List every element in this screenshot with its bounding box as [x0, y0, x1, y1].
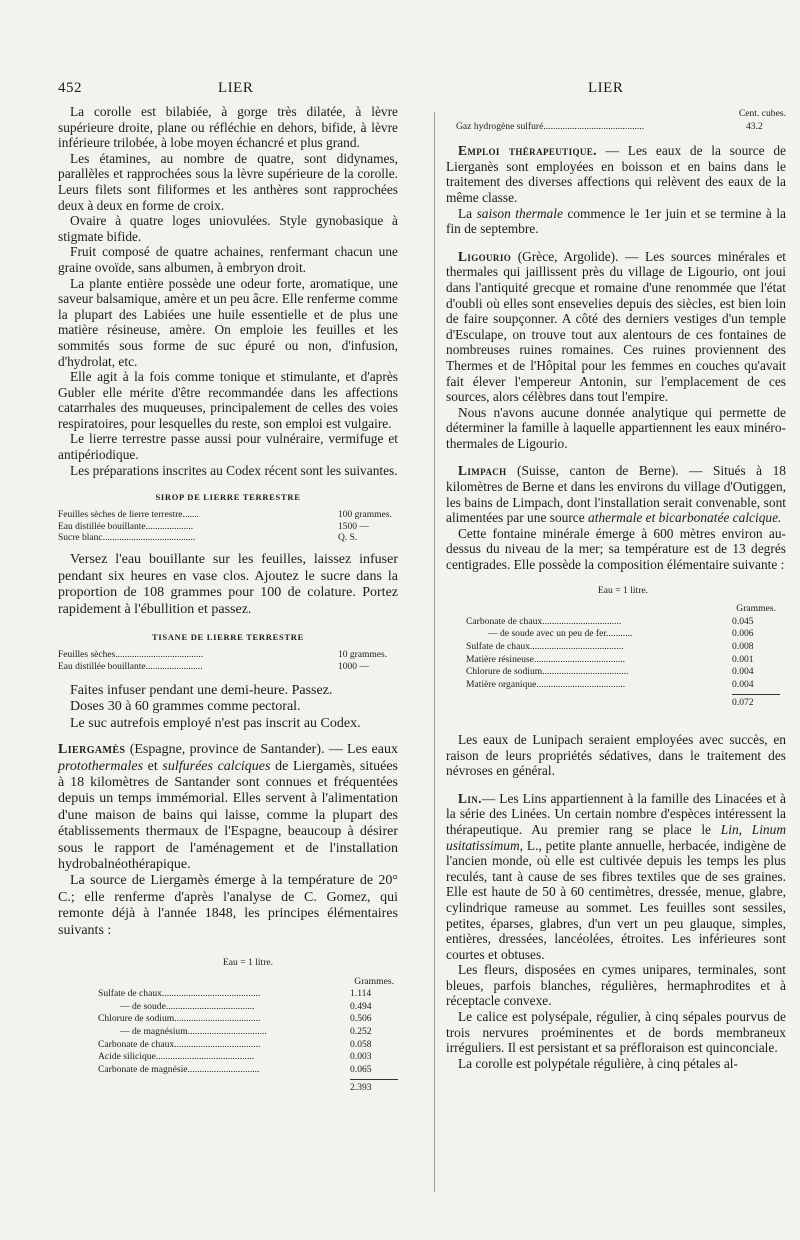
recipe-ingredient: Eau distillée bouillante........................	[58, 661, 203, 672]
composition-table	[98, 957, 398, 1095]
composition-row: Sulfate de chaux....................................... 0.008	[466, 641, 754, 652]
composition-unit: Grammes.	[354, 975, 394, 987]
paragraph: Doses 30 à 60 grammes comme pectoral.	[70, 699, 301, 715]
recipe-ingredient: Feuilles sèches.....................................	[58, 650, 204, 661]
paragraph: Ovaire à quatre loges uniovulées. Style gynobasique à stigmate bifide.	[58, 213, 398, 244]
gas-row: Gaz hydrogène sulfuré.......................................... 43.2	[456, 120, 763, 132]
paragraph: Les fleurs, disposées en cymes unipares, terminales, sont bleues, parfois blanches, régulières, hermaphrodites et à réceptacle convexe.	[446, 962, 786, 1009]
composition-row: Carbonate de magnésie.............................. 0.065	[98, 1063, 372, 1075]
gas-table	[446, 108, 786, 133]
paragraph: Les eaux de Lunipach seraient employées avec succès, en raison de leurs propriétés sédatives, dans le traitement des névroses en général.	[446, 731, 786, 779]
entry-heading: Limpach	[458, 463, 507, 479]
paragraph: La saison thermale commence le 1er juin et se termine à la fin de septembre.	[446, 205, 786, 237]
paragraph: Le calice est polysépale, régulier, à cinq sépales pourvus de trois nervures proéminentes et de bords membraneux irréguliers. Il est persistant et sa préfloraison est quinconciale.	[446, 1009, 786, 1056]
gas-unit: Cent. cubes.	[738, 108, 786, 119]
entry-heading: Lin.	[458, 790, 482, 806]
composition-total: 2.393	[350, 1079, 398, 1095]
composition-row: Carbonate de chaux.................................... 0.058	[98, 1038, 372, 1050]
paragraph: Nous n'avons aucune donnée analytique qui permette de déterminer la famille à laquelle appartiennent les eaux minéro-thermales de Ligourio.	[446, 404, 786, 451]
paragraph: Faites infuser pendant une demi-heure. Passez.	[70, 682, 333, 698]
recipe-title: TISANE DE LIERRE TERRESTRE	[152, 632, 304, 643]
entry-heading: Emploi thérapeutique.	[458, 143, 597, 159]
entry-liergames: Liergamès (Espagne, province de Santander). — Les eaux protothermales et sulfurées calciques de Liergamès, situées à 18 kilomètres de Santander sont connues et fréquentées depuis un temps immémorial. Elles servent à l'alimentation d'une maison de bains qui laisse, comme la plupart des établissements thermaux de l'Espagne, beaucoup à désirer sous le rapport de l'aménagement et de l'installation hydrobalnéothérapique.	[58, 742, 398, 872]
entry-limpach: Limpach (Suisse, canton de Berne). — Situés à 18 kilomètres de Berne et dans les environs du village d'Outiggen, les bains de Limpach, dont l'installation serait convenable, sont alimentées par une source athermale et bicarbonatée calcique.	[446, 463, 786, 526]
running-head-right: LIER	[588, 80, 624, 96]
composition-total: 0.072	[732, 694, 780, 710]
recipe-ingredient: Sucre blanc.......................................	[58, 533, 196, 544]
recipe-row	[58, 522, 398, 533]
recipe-quantity: Q. S.	[338, 533, 358, 544]
entry-heading: Ligourio	[458, 248, 512, 264]
composition-row: Matière organique..................................... 0.004	[466, 678, 754, 690]
paragraph: Versez l'eau bouillante sur les feuilles, laissez infuser pendant six heures en vase clos. Ajoutez le sucre dans la proportion de 108 grammes pour 100 de colature. Portez rapidement à l'ébullition et passez.	[58, 552, 398, 617]
paragraph: La plante entière possède une odeur forte, aromatique, une saveur balsamique, amère et un peu âcre. Elle renferme comme la plupart des Labiées une huile essentielle et de plus une matière résineuse, amère. On emploie les feuilles et les sommités sous forme de suc épuré ou non, d'infusion, d'hydrolat, etc.	[58, 275, 398, 369]
paragraph: Cette fontaine minérale émerge à 600 mètres environ au-dessus du niveau de la mer; sa température est de 13 degrés centigrades. Elle possède la composition élémentaire suivante :	[446, 525, 786, 573]
composition-row: Matière résineuse...................................... 0.001	[466, 653, 754, 665]
paragraph: Les étamines, au nombre de quatre, sont didynames, parallèles et rapprochées sous la lèvre supérieure de la corolle. Leurs filets sont filiformes et les anthères sont rapprochées deux à deux en forme de croix.	[58, 150, 398, 213]
recipe-row	[58, 533, 398, 544]
recipe-ingredient: Feuilles sèches de lierre terrestre.......	[58, 510, 200, 521]
composition-caption: Eau = 1 litre.	[597, 584, 649, 596]
composition-row: — de soude avec un peu de fer........... 0.006	[488, 628, 754, 640]
composition-row: — de magnésium................................. 0.252	[120, 1025, 372, 1037]
page-number: 452	[58, 80, 82, 96]
right-column	[446, 108, 786, 1071]
composition-row: Carbonate de chaux................................. 0.045	[466, 615, 754, 627]
paragraph: Fruit composé de quatre achaines, renfermant chacun une graine ovoïde, sans albumen, à embryon droit.	[58, 244, 398, 275]
composition-unit: Grammes.	[736, 603, 776, 615]
left-column	[58, 104, 398, 1095]
recipe-title: SIROP DE LIERRE TERRESTRE	[155, 492, 301, 503]
running-head-left: LIER	[218, 80, 254, 96]
composition-row: Acide silicique......................................... 0.003	[98, 1051, 372, 1063]
paragraph: Les préparations inscrites au Codex récent sont les suivantes.	[70, 462, 398, 478]
recipe-row	[58, 650, 398, 661]
entry-ligourio: Ligourio (Grèce, Argolide). — Les sources minérales et thermales qui jaillissent près du village de Ligourio, ont joui dans l'antiquité grecque et romaine d'une renommée que l'état d'oubli où elles sont ensevelies depuis des siècles, est bien loin de faire soupçonner. A côté des derniers vestiges d'un temple d'Esculape, on trouve tout aux alentours de ces fontaines de nombreuses ruines romaines. Ces ruines proviennent des Thermes et de l'Hôpital pour les femmes en couches qu'avait fait élever l'empereur Antonin, sur l'emplacement de ces sources, alors célèbres dans tout l'empire.	[446, 248, 786, 405]
recipe-row	[58, 510, 398, 521]
recipe-quantity: 100 grammes.	[338, 510, 392, 521]
composition-row: — de soude..................................... 0.494	[120, 1000, 372, 1012]
paragraph: La corolle est bilabiée, à gorge très dilatée, à lèvre supérieure droite, plane ou réfléchie en dehors, bifide, à lèvre inférieure trilobée, à lobe moyen échancré et plus grand.	[58, 104, 398, 151]
column-rule	[434, 112, 435, 1192]
recipe-table	[58, 510, 398, 544]
paragraph: La source de Liergamès émerge à la température de 20° C.; elle renferme d'après l'analyse de C. Gomez, qui remonte déjà à l'année 1848, les principes élémentaires suivants :	[58, 873, 398, 938]
entry-heading: Liergamès	[58, 742, 126, 758]
entry-emploi: Emploi thérapeutique. — Les eaux de la source de Lierganès sont employées en boisson et en bains dans le traitement des diverses affections qui relèvent des eaux de la même classe.	[446, 143, 786, 205]
composition-row: Chlorure de sodium.................................... 0.506	[98, 1013, 372, 1025]
composition-row: Sulfate de chaux......................................... 1.114	[98, 988, 372, 1000]
entry-lin: Lin.— Les Lins appartiennent à la famille des Linacées et à la série des Linées. Un certain nombre d'espèces intéressent la thérapeutique. Au premier rang se place le Lin, Linum usitatissimum, L., petite plante annuelle, herbacée, indigène de l'ancien monde, où elle est cultivée depuis les temps les plus reculés, tant à cause de ses fibres textiles que de ses graines. Elle est haute de 50 à 60 centimètres, dressée, menue, glabre, cylindrique rameuse au sommet. Les feuilles sont sessiles, petites, éparses, glabres, d'un vert un peu glauque, simples, entières, dressées, lancéolées, étroites. Les inférieures sont courtes et obtuses.	[446, 790, 786, 962]
paragraph: Le suc autrefois employé n'est pas inscrit au Codex.	[70, 715, 361, 731]
composition-total-row	[466, 691, 780, 710]
paragraph: Elle agit à la fois comme tonique et stimulante, et d'après Gubler elle mérite d'être recommandée dans les affections catarrhales des muqueuses, principalement de celles des voies respiratoires, pour lesquelles du reste, son emploi est vulgaire.	[58, 369, 398, 431]
recipe-row	[58, 662, 398, 673]
recipe-quantity: 1000 —	[338, 661, 369, 672]
composition-table	[466, 585, 780, 710]
composition-caption: Eau = 1 litre.	[222, 957, 274, 968]
paragraph: Le lierre terrestre passe aussi pour vulnéraire, vermifuge et antipériodique.	[58, 431, 398, 463]
recipe-table	[58, 650, 398, 673]
paragraph: La corolle est polypétale régulière, à cinq pétales al-	[458, 1055, 738, 1071]
recipe-quantity: 1500 —	[338, 521, 369, 532]
composition-total-row	[98, 1076, 398, 1095]
composition-row: Chlorure de sodium.................................... 0.004	[466, 666, 754, 678]
recipe-ingredient: Eau distillée bouillante....................	[58, 521, 194, 532]
recipe-quantity: 10 grammes.	[338, 650, 388, 661]
